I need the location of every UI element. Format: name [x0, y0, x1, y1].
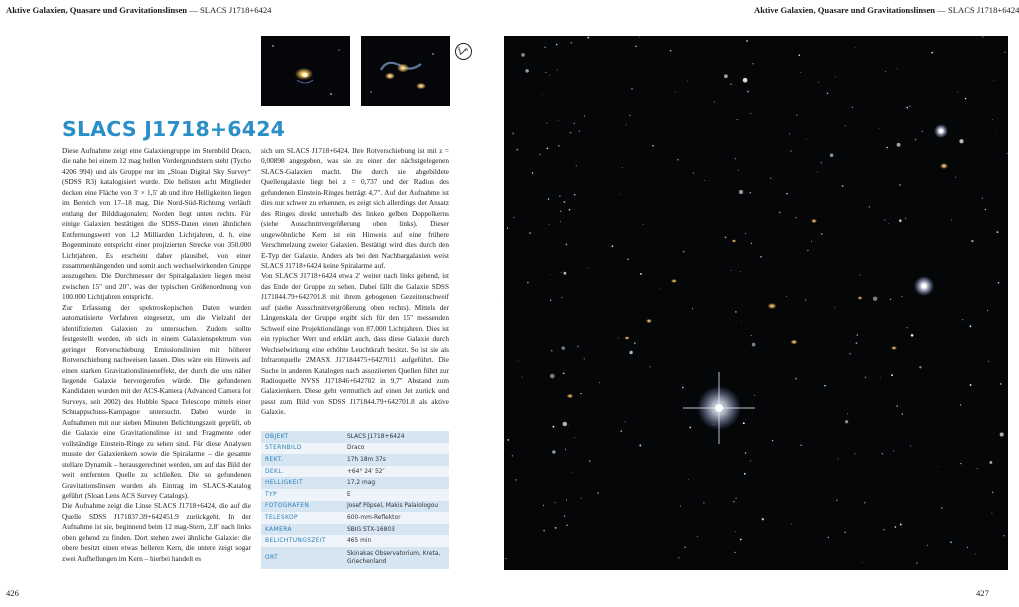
info-key: DEKL.	[261, 466, 343, 478]
info-key: ORT	[261, 547, 343, 569]
table-row	[261, 512, 449, 524]
info-value: 17h 18m 37s	[343, 454, 449, 466]
info-key: HELLIGKEIT	[261, 477, 343, 489]
info-value: Draco	[343, 443, 449, 455]
info-value: 600-mm-Reflektor	[343, 512, 449, 524]
table-row	[261, 431, 449, 443]
table-row	[261, 454, 449, 466]
info-value: 465 min	[343, 535, 449, 547]
running-head-right	[754, 5, 1019, 15]
paragraph: Die Aufnahme zeigt die Linse SLACS J1718+6424, die auf die Quelle SDSS J171837.39+642451.9 zurückgeht. In der Aufnahme ist sie, beginnend beim 12 mag-Stern, 2,8′ nach links oben gehend zu finden. Dort stehen zwei ähnliche Galaxie: die obere besitzt einen etwas helleren Kern, die untere zeigt sogar zwei Aufhellungen im Kern – hierbei handelt es	[62, 502, 251, 563]
info-key: STERNBILD	[261, 443, 343, 455]
info-key: FOTOGRAFEN	[261, 501, 343, 513]
compass-orientation-icon	[455, 43, 472, 60]
table-row	[261, 524, 449, 536]
table-row	[261, 547, 449, 569]
running-head-section: Aktive Galaxien, Quasare und Gravitationslinsen	[6, 5, 188, 15]
info-key: OBJEKT	[261, 431, 343, 443]
text-column-right	[261, 146, 449, 418]
table-row	[261, 466, 449, 478]
detail-image-lens-galaxy	[261, 36, 350, 106]
object-info-table	[261, 431, 449, 569]
info-key: REKT.	[261, 454, 343, 466]
page-number-right: 427	[976, 588, 989, 598]
info-value: 17,2 mag	[343, 477, 449, 489]
running-head-separator: —	[189, 5, 198, 15]
running-head-section: Aktive Galaxien, Quasare und Gravitationslinsen	[754, 5, 936, 15]
running-head-object: SLACS J1718+6424	[947, 5, 1019, 15]
table-row	[261, 489, 449, 501]
info-value: Skinakas Observatorium, Kreta, Griechenland	[343, 547, 449, 569]
table-row	[261, 443, 449, 455]
info-value: SLACS J1718+6424	[343, 431, 449, 443]
running-head-object: SLACS J1718+6424	[199, 5, 272, 15]
table-row	[261, 477, 449, 489]
compass-north-label: N	[465, 48, 469, 53]
running-head-left	[6, 5, 271, 15]
paragraph: Zur Erfassung der spektroskopischen Daten wurden automatisierte Verfahren eingesetzt, um die Vielzahl der identifizierten Galaxien zu untersuchen. Zudem sollte festgestellt werden, ob sich in einem Galaxienspektrum von geringer Rotverschiebung Emissionslinien mit höherer Rotverschiebung nachweisen lassen. Dies wäre ein Hinweis auf einen starken Gravitationslinseneffekt, der durch die uns näher liegende Galaxie hervorgerufen würde. Die gefundenen Kandidaten wurden mit der ACS-Kamera (Advanced Camera for Surveys, seit 2002) des Hubble Space Telescope mittels einer Schnappschuss-Kampagne untersucht. Dabei wurde in Aufnahmen mit nur sieben Minuten Belichtungszeit geprüft, ob die Galaxie eine Gravitationslinse ist und Fragmente oder vollständige Einstein-Ringe zu sehen sind. Für diese Analysen musste der Galaxienkern sowie die Spiralarme – die gesamte stellare Dynamik – herausgerechnet werden, um auf das Bild der weit entfernten Quelle zu schließen. Die so gefundenen Gravitationslinsen wurden als Eintrag im SLACS-Katalog geführt (Sloan Lens ACS Survey Catalogs).	[62, 303, 251, 500]
page-number-left: 426	[6, 588, 19, 598]
info-key: KAMERA	[261, 524, 343, 536]
info-value: +64° 24′ 52″	[343, 466, 449, 478]
detail-image-tidal-tail-galaxy	[361, 36, 450, 106]
info-key: BELICHTUNGSZEIT	[261, 535, 343, 547]
info-key: TYP	[261, 489, 343, 501]
info-value: E	[343, 489, 449, 501]
text-column-left	[62, 146, 251, 564]
table-row	[261, 535, 449, 547]
table-row	[261, 501, 449, 513]
paragraph: Von SLACS J1718+6424 etwa 2′ weiter nach links gehend, ist das Ende der Gruppe zu sehen. Dabei fällt die Galaxie SDSS J171844.79+642701.8 mit ihrem gebogenen Gezeitenschweif auf (siehe Ausschnittvergrößerung oben rechts). Mittels der Längenskala der Gruppe ergibt sich für den 15″ messenden Schweif eine Projektionslänge von 87.000 Lichtjahren. Dies ist ein typischer Wert und erklärt auch, dass diese Galaxie durch Wechselwirkung eine erhöhte Leuchtkraft besitzt. So ist sie als Infrarotquelle 2MASX J17184475+6427011 aufgeführt. Die Suche in anderen Katalogen nach assoziierten Quellen führt zur Radioquelle NVSS J171846+642702 in 9,7″ Abstand zum Galaxienkern. Diese geht vermutlich auf einen Jet zurück und passt zum Bild von SDSS J171844.79+642701.8 als aktive Galaxie.	[261, 272, 449, 417]
info-key: TELESKOP	[261, 512, 343, 524]
paragraph: Diese Aufnahme zeigt eine Galaxiengruppe im Sternbild Draco, die nahe bei einem 12 mag hellen Vordergrundstern steht (Tycho 4206 994) und als Gruppe nur im „Sloan Digital Sky Survey“ (SDSS R3) katalogisiert wurde. Die hellsten acht Mitglieder decken eine Fläche von 3′ × 1,5′ ab und ihre Helligkeiten liegen im Bereich von 17–18 mag. Die Nord-Süd-Richtung verläuft entlang der Bilddiagonalen; Norden liegt unten rechts. Für einige Galaxien bestätigen die SDSS-Daten einen ähnlichen Entfernungswert von 1,2 Milliarden Lichtjahren, d. h. eine Bogenminute entspricht einer projizierten Strecke von 350.000 Lichtjahren. Es erscheint daher plausibel, von einer zusammenhängenden und somit auch wechselwirkenden Gruppe auszugehen. Die Durchmesser der Spiralgalaxien liegen meist zwischen 15″ und 20″, was der typischen Größenordnung von 100.000 Lichtjahren entspricht.	[62, 147, 251, 302]
info-value: SBIG STX-16803	[343, 524, 449, 536]
info-value: Josef Pöpsel, Makis Palaiologou	[343, 501, 449, 513]
galaxy-group-photo	[504, 36, 1008, 570]
page-title: SLACS J1718+6424	[62, 117, 286, 141]
paragraph: sich um SLACS J1718+6424. Ihre Rotverschiebung ist mit z = 0,00898 angegeben, was sie zu einer der nächstgelegenen SLACS-Galaxien macht. Die durch sie abgebildete Quellengalaxie liegt bei z = 0,737 und der Radius des gefundenen Einstein-Ringes beträgt 4,7″. Auf der Aufnahme ist dies nur schwer zu erkennen, es zeigt sich allerdings der Ansatz des Ringes direkt unterhalb des linken gelben Doppelkerns (siehe Ausschnittvergrößerung oben links). Dieser ungewöhnliche Kern ist ein Hinweis auf eine frühere Verschmelzung zweier Galaxien. Bestätigt wird dies durch den E-Typ der Galaxie. Anders als bei den Nachbargalaxien weist SLACS J1718+6424 keine Spiralarme auf.	[261, 147, 449, 270]
compass-east-label: E	[458, 46, 461, 51]
running-head-separator: —	[937, 5, 946, 15]
